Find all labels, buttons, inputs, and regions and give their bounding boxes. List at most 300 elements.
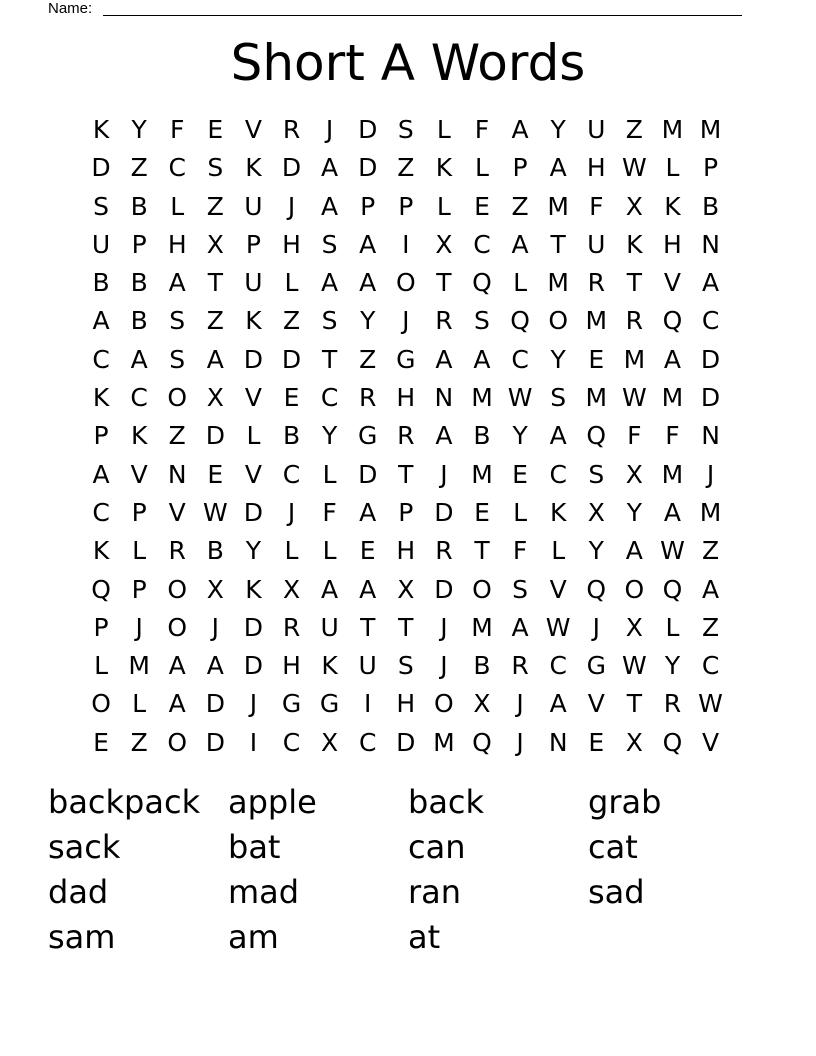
grid-cell: M bbox=[661, 115, 684, 144]
grid-cell: A bbox=[549, 421, 567, 451]
grid-cell: P bbox=[398, 191, 414, 221]
grid-cell: X bbox=[435, 229, 453, 259]
grid-cell: F bbox=[589, 191, 604, 221]
grid-cell: Q bbox=[91, 574, 111, 604]
grid-cell: S bbox=[397, 115, 414, 144]
grid-cell: L bbox=[665, 612, 680, 642]
name-underline bbox=[103, 15, 742, 16]
grid-cell: Y bbox=[245, 536, 262, 566]
grid-cell: L bbox=[322, 459, 337, 489]
word-list bbox=[48, 780, 768, 960]
grid-cell: U bbox=[587, 229, 606, 259]
grid-cell: M bbox=[471, 459, 493, 489]
grid-cell: X bbox=[282, 574, 301, 604]
grid-cell: C bbox=[130, 383, 148, 413]
grid-cell: J bbox=[706, 459, 715, 489]
grid-cell: A bbox=[168, 268, 186, 298]
grid-cell: G bbox=[358, 421, 378, 451]
grid-cell: N bbox=[167, 459, 187, 489]
word-list-item: grab bbox=[588, 783, 662, 821]
grid-cell: A bbox=[321, 574, 339, 604]
grid-cell: C bbox=[320, 383, 339, 413]
grid-cell: U bbox=[358, 651, 377, 681]
grid-cell: K bbox=[245, 306, 262, 336]
grid-cell: J bbox=[592, 612, 600, 642]
grid-cell: U bbox=[244, 268, 263, 298]
grid-cell: G bbox=[586, 651, 606, 681]
grid-cell: E bbox=[207, 115, 224, 144]
grid-cell: P bbox=[131, 229, 147, 259]
grid-cell: J bbox=[440, 651, 448, 681]
grid-cell: A bbox=[435, 344, 453, 374]
grid-cell: V bbox=[701, 727, 720, 757]
grid-cell: B bbox=[473, 651, 491, 681]
grid-cell: R bbox=[168, 536, 186, 566]
grid-cell: M bbox=[547, 191, 569, 221]
grid-cell: Y bbox=[664, 651, 681, 681]
grid-cell: K bbox=[321, 651, 338, 681]
grid-cell: A bbox=[435, 421, 453, 451]
grid-cell: Z bbox=[206, 306, 224, 336]
grid-cell: D bbox=[396, 727, 416, 757]
grid-cell: U bbox=[320, 612, 339, 642]
grid-cell: J bbox=[516, 727, 524, 757]
grid-cell: Z bbox=[359, 344, 377, 374]
grid-cell: L bbox=[436, 115, 451, 144]
grid-cell: L bbox=[436, 191, 451, 221]
grid-cell: A bbox=[701, 268, 720, 298]
grid-cell: X bbox=[625, 191, 643, 221]
grid-cell: E bbox=[207, 459, 224, 489]
grid-cell: J bbox=[325, 115, 334, 144]
grid-cell: B bbox=[92, 268, 110, 298]
grid-cell: X bbox=[625, 612, 643, 642]
grid-cell: T bbox=[321, 344, 338, 374]
grid-cell: A bbox=[92, 306, 110, 336]
grid-cell: E bbox=[512, 459, 528, 489]
grid-cell: B bbox=[701, 191, 720, 221]
grid-cell: Z bbox=[701, 612, 720, 642]
grid-cell: Z bbox=[206, 191, 224, 221]
grid-cell: E bbox=[474, 191, 490, 221]
grid-cell: K bbox=[245, 153, 262, 183]
grid-cell: Q bbox=[662, 306, 683, 336]
grid-cell: H bbox=[282, 651, 301, 681]
grid-cell: Z bbox=[625, 115, 643, 144]
grid-cell: J bbox=[440, 612, 448, 642]
grid-cell: L bbox=[94, 651, 109, 681]
grid-cell: Q bbox=[472, 268, 492, 298]
grid-cell: C bbox=[549, 651, 567, 681]
grid-cell: O bbox=[548, 306, 569, 336]
grid-cell: A bbox=[321, 268, 339, 298]
grid-cell: O bbox=[91, 689, 111, 719]
grid-cell: A bbox=[130, 344, 148, 374]
grid-cell: H bbox=[396, 383, 416, 413]
grid-cell: Y bbox=[550, 344, 566, 374]
grid-cell: Z bbox=[130, 153, 148, 183]
grid-cell: K bbox=[549, 497, 567, 527]
grid-cell: P bbox=[398, 497, 414, 527]
grid-cell: J bbox=[287, 497, 296, 527]
grid-cell: E bbox=[474, 497, 490, 527]
grid-cell: J bbox=[249, 689, 258, 719]
grid-cell: D bbox=[243, 344, 264, 374]
grid-cell: D bbox=[358, 153, 378, 183]
grid-cell: G bbox=[319, 689, 340, 719]
grid-cell: A bbox=[206, 651, 224, 681]
grid-cell: Y bbox=[550, 115, 566, 144]
grid-cell: T bbox=[550, 229, 566, 259]
grid-cell: P bbox=[93, 421, 109, 451]
grid-cell: W bbox=[660, 536, 685, 566]
grid-cell: Q bbox=[662, 727, 683, 757]
grid-cell: O bbox=[624, 574, 645, 604]
grid-cell: T bbox=[626, 689, 642, 719]
grid-cell: W bbox=[698, 689, 723, 719]
grid-cell: S bbox=[474, 306, 490, 336]
grid-cell: V bbox=[663, 268, 681, 298]
grid-cell: I bbox=[402, 229, 410, 259]
grid-cell: L bbox=[513, 497, 528, 527]
grid-cell: T bbox=[626, 268, 642, 298]
grid-cell: B bbox=[130, 191, 148, 221]
grid-cell: X bbox=[625, 727, 643, 757]
grid-cell: O bbox=[395, 268, 416, 298]
word-list-item: backpack bbox=[48, 783, 201, 821]
grid-cell: H bbox=[396, 536, 416, 566]
grid-cell: H bbox=[663, 229, 682, 259]
grid-cell: V bbox=[130, 459, 148, 489]
word-list-item: at bbox=[408, 918, 441, 956]
grid-cell: R bbox=[625, 306, 644, 336]
grid-cell: W bbox=[507, 383, 533, 413]
grid-cell: Y bbox=[131, 115, 147, 144]
grid-cell: O bbox=[167, 612, 188, 642]
grid-cell: Z bbox=[130, 727, 148, 757]
grid-cell: S bbox=[169, 306, 186, 336]
grid-cell: L bbox=[513, 268, 528, 298]
grid-cell: A bbox=[359, 497, 377, 527]
grid-cell: D bbox=[358, 115, 378, 144]
grid-cell: G bbox=[281, 689, 302, 719]
grid-cell: M bbox=[623, 344, 646, 374]
grid-cell: J bbox=[440, 459, 448, 489]
grid-cell: F bbox=[474, 115, 490, 144]
grid-cell: U bbox=[244, 191, 263, 221]
grid-cell: L bbox=[322, 536, 337, 566]
grid-cell: Y bbox=[512, 421, 528, 451]
word-list-item: apple bbox=[228, 783, 317, 821]
grid-cell: D bbox=[205, 727, 225, 757]
grid-cell: Z bbox=[282, 306, 301, 336]
grid-cell: B bbox=[130, 306, 148, 336]
grid-cell: E bbox=[359, 536, 376, 566]
grid-cell: A bbox=[206, 344, 224, 374]
grid-cell: E bbox=[588, 727, 605, 757]
grid-cell: E bbox=[588, 344, 605, 374]
grid-cell: A bbox=[473, 344, 491, 374]
grid-cell: L bbox=[170, 191, 185, 221]
grid-cell: C bbox=[92, 497, 110, 527]
grid-cell: J bbox=[211, 612, 220, 642]
grid-cell: R bbox=[663, 689, 682, 719]
grid-cell: W bbox=[621, 651, 647, 681]
grid-cell: Q bbox=[510, 306, 530, 336]
grid-cell: E bbox=[93, 727, 109, 757]
grid-cell: T bbox=[398, 459, 414, 489]
grid-cell: S bbox=[207, 153, 224, 183]
grid-cell: C bbox=[701, 306, 720, 336]
grid-cell: B bbox=[130, 268, 148, 298]
grid-cell: Z bbox=[397, 153, 415, 183]
grid-cell: N bbox=[548, 727, 568, 757]
grid-cell: T bbox=[436, 268, 452, 298]
page-title: Short A Words bbox=[230, 34, 586, 92]
grid-cell: F bbox=[627, 421, 642, 451]
grid-cell: L bbox=[284, 536, 299, 566]
grid-cell: Z bbox=[701, 536, 720, 566]
grid-cell: P bbox=[360, 191, 376, 221]
grid-cell: S bbox=[550, 383, 567, 413]
grid-cell: Q bbox=[586, 574, 607, 604]
word-list-item: am bbox=[228, 918, 279, 956]
grid-cell: A bbox=[92, 459, 110, 489]
grid-cell: C bbox=[92, 344, 110, 374]
grid-cell: R bbox=[359, 383, 377, 413]
grid-cell: V bbox=[587, 689, 605, 719]
grid-cell: A bbox=[168, 651, 186, 681]
grid-cell: M bbox=[585, 306, 608, 336]
grid-cell: A bbox=[168, 689, 186, 719]
grid-cell: K bbox=[664, 191, 681, 221]
word-list-item: can bbox=[408, 828, 466, 866]
grid-cell: T bbox=[474, 536, 490, 566]
word-list-item: dad bbox=[48, 873, 109, 911]
grid-cell: N bbox=[701, 229, 720, 259]
grid-cell: L bbox=[665, 153, 680, 183]
grid-cell: Q bbox=[662, 574, 683, 604]
grid-cell: W bbox=[202, 497, 228, 527]
grid-cell: U bbox=[91, 229, 111, 259]
grid-cell: K bbox=[92, 115, 110, 144]
grid-cell: B bbox=[206, 536, 224, 566]
grid-cell: K bbox=[92, 383, 110, 413]
word-list-item: sack bbox=[48, 828, 121, 866]
grid-cell: R bbox=[397, 421, 415, 451]
grid-cell: C bbox=[358, 727, 377, 757]
word-list-item: sam bbox=[48, 918, 116, 956]
grid-cell: D bbox=[358, 459, 378, 489]
grid-cell: V bbox=[244, 115, 262, 144]
grid-cell: R bbox=[435, 536, 453, 566]
grid-cell: R bbox=[587, 268, 605, 298]
grid-cell: K bbox=[130, 421, 148, 451]
grid-cell: E bbox=[283, 383, 300, 413]
grid-cell: A bbox=[511, 612, 529, 642]
grid-cell: A bbox=[625, 536, 643, 566]
grid-cell: B bbox=[473, 421, 491, 451]
grid-cell: Q bbox=[472, 727, 492, 757]
grid-cell: D bbox=[434, 574, 454, 604]
grid-cell: Q bbox=[586, 421, 607, 451]
grid-cell: C bbox=[701, 651, 720, 681]
grid-cell: M bbox=[699, 115, 722, 144]
grid-cell: H bbox=[586, 153, 606, 183]
grid-cell: S bbox=[588, 459, 605, 489]
grid-cell: T bbox=[360, 612, 376, 642]
grid-cell: V bbox=[549, 574, 567, 604]
grid-cell: S bbox=[169, 344, 186, 374]
letter-grid bbox=[82, 111, 730, 762]
grid-cell: Y bbox=[360, 306, 376, 336]
grid-cell: C bbox=[511, 344, 529, 374]
grid-cell: Z bbox=[511, 191, 529, 221]
grid-cell: K bbox=[626, 229, 643, 259]
grid-cell: S bbox=[93, 191, 109, 221]
grid-cell: J bbox=[287, 191, 296, 221]
grid-cell: A bbox=[663, 344, 681, 374]
grid-cell: A bbox=[321, 153, 339, 183]
grid-cell: X bbox=[397, 574, 415, 604]
grid-cell: R bbox=[282, 612, 301, 642]
grid-cell: M bbox=[585, 383, 608, 413]
grid-cell: D bbox=[243, 497, 264, 527]
grid-cell: X bbox=[625, 459, 643, 489]
grid-cell: O bbox=[434, 689, 454, 719]
grid-cell: M bbox=[128, 651, 150, 681]
grid-cell: S bbox=[512, 574, 529, 604]
grid-cell: X bbox=[587, 497, 605, 527]
grid-cell: D bbox=[243, 612, 264, 642]
grid-cell: O bbox=[167, 574, 188, 604]
word-list-item: cat bbox=[588, 828, 638, 866]
grid-cell: J bbox=[402, 306, 410, 336]
grid-cell: M bbox=[471, 612, 493, 642]
grid-cell: A bbox=[359, 268, 377, 298]
grid-cell: K bbox=[435, 153, 453, 183]
grid-cell: C bbox=[473, 229, 491, 259]
grid-cell: J bbox=[135, 612, 143, 642]
word-list-item: mad bbox=[228, 873, 300, 911]
grid-cell: D bbox=[281, 344, 302, 374]
grid-cell: D bbox=[700, 344, 721, 374]
word-list-item: bat bbox=[228, 828, 281, 866]
grid-cell: O bbox=[167, 727, 188, 757]
grid-cell: M bbox=[471, 383, 493, 413]
grid-cell: Z bbox=[168, 421, 186, 451]
grid-cell: D bbox=[91, 153, 111, 183]
grid-cell: U bbox=[587, 115, 606, 144]
grid-cell: D bbox=[281, 153, 302, 183]
grid-cell: F bbox=[665, 421, 680, 451]
grid-cell: C bbox=[282, 727, 301, 757]
grid-cell: X bbox=[206, 383, 224, 413]
grid-cell: M bbox=[661, 459, 684, 489]
grid-cell: P bbox=[245, 229, 261, 259]
grid-cell: T bbox=[207, 268, 223, 298]
grid-cell: A bbox=[549, 689, 567, 719]
grid-cell: A bbox=[511, 229, 529, 259]
grid-cell: F bbox=[170, 115, 185, 144]
grid-cell: Y bbox=[321, 421, 338, 451]
grid-cell: B bbox=[282, 421, 301, 451]
grid-cell: P bbox=[512, 153, 528, 183]
grid-cell: L bbox=[132, 536, 147, 566]
grid-cell: A bbox=[359, 229, 377, 259]
grid-cell: L bbox=[132, 689, 147, 719]
grid-cell: K bbox=[245, 574, 262, 604]
grid-cell: L bbox=[475, 153, 489, 183]
grid-cell: S bbox=[321, 306, 338, 336]
grid-cell: P bbox=[131, 574, 147, 604]
name-label: Name: bbox=[48, 0, 93, 17]
grid-cell: M bbox=[547, 268, 569, 298]
grid-cell: A bbox=[511, 115, 529, 144]
grid-cell: G bbox=[396, 344, 416, 374]
grid-cell: S bbox=[321, 229, 338, 259]
grid-cell: Y bbox=[626, 497, 642, 527]
grid-cell: C bbox=[168, 153, 186, 183]
grid-cell: M bbox=[433, 727, 455, 757]
grid-cell: A bbox=[701, 574, 720, 604]
grid-cell: L bbox=[246, 421, 261, 451]
word-list-item: ran bbox=[408, 873, 462, 911]
grid-cell: O bbox=[472, 574, 492, 604]
grid-cell: R bbox=[282, 115, 301, 144]
grid-cell: F bbox=[322, 497, 337, 527]
grid-cell: C bbox=[549, 459, 567, 489]
grid-cell: W bbox=[621, 153, 647, 183]
grid-cell: X bbox=[206, 574, 224, 604]
grid-cell: V bbox=[168, 497, 186, 527]
grid-cell: R bbox=[435, 306, 453, 336]
grid-cell: I bbox=[364, 689, 372, 719]
grid-cell: X bbox=[206, 229, 224, 259]
grid-cell: M bbox=[699, 497, 722, 527]
grid-cell: M bbox=[661, 383, 684, 413]
grid-cell: C bbox=[282, 459, 301, 489]
grid-cell: K bbox=[92, 536, 110, 566]
grid-cell: W bbox=[621, 383, 647, 413]
grid-cell: Y bbox=[588, 536, 604, 566]
grid-cell: H bbox=[282, 229, 301, 259]
grid-cell: R bbox=[511, 651, 529, 681]
grid-cell: D bbox=[205, 421, 225, 451]
grid-cell: D bbox=[700, 383, 721, 413]
word-list-item: sad bbox=[588, 873, 645, 911]
grid-cell: X bbox=[321, 727, 339, 757]
grid-cell: P bbox=[703, 153, 719, 183]
grid-cell: N bbox=[434, 383, 454, 413]
grid-cell: D bbox=[205, 689, 225, 719]
grid-cell: H bbox=[396, 689, 416, 719]
grid-cell: L bbox=[284, 268, 299, 298]
grid-cell: A bbox=[663, 497, 681, 527]
grid-cell: J bbox=[516, 689, 524, 719]
grid-cell: V bbox=[244, 459, 262, 489]
grid-cell: A bbox=[321, 191, 339, 221]
grid-cell: O bbox=[167, 383, 188, 413]
grid-cell: D bbox=[243, 651, 264, 681]
grid-cell: L bbox=[551, 536, 566, 566]
name-field bbox=[48, 0, 742, 18]
grid-cell: P bbox=[93, 612, 109, 642]
grid-cell: I bbox=[249, 727, 258, 757]
grid-cell: F bbox=[512, 536, 528, 566]
grid-cell: X bbox=[473, 689, 491, 719]
grid-cell: A bbox=[549, 153, 567, 183]
